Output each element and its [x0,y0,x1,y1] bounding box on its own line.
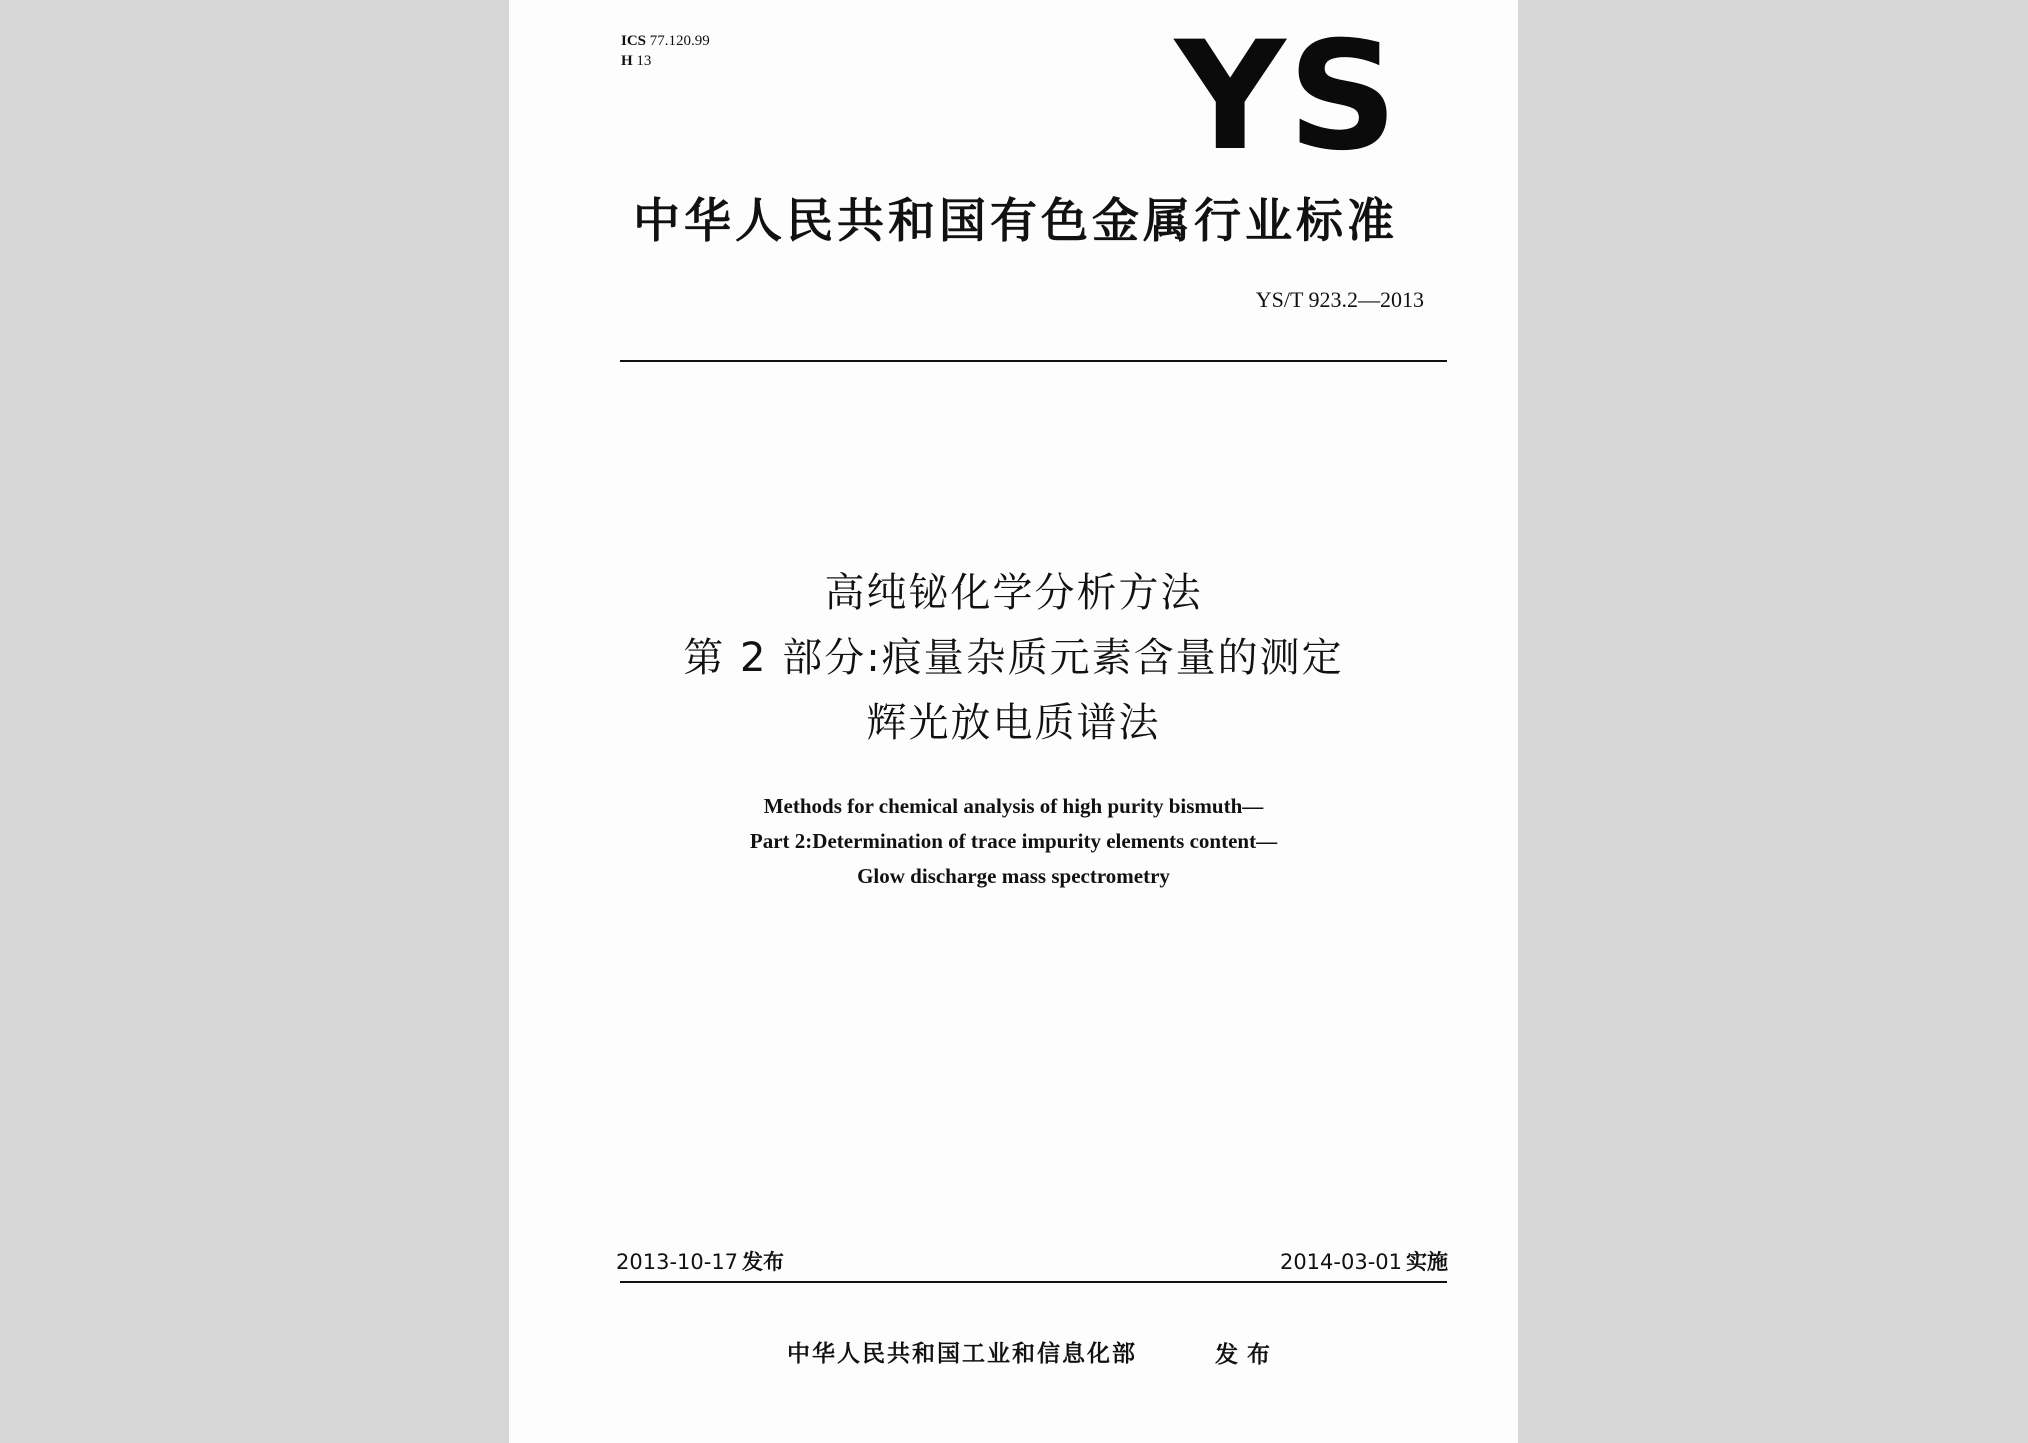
implement-date: 2014-03-01 [1279,1250,1402,1274]
chinese-title-line-2: 第 2 部分:痕量杂质元素含量的测定 [683,635,1344,681]
chinese-title-line-1: 高纯铋化学分析方法 [824,570,1203,616]
publish-date-block [616,1246,784,1276]
chinese-title [509,561,1518,756]
english-title-line-1: Methods for chemical analysis of high purity bismuth— [763,794,1264,818]
ccs-code: 13 [636,53,652,69]
ccs-label: H [621,53,633,69]
publish-label: 发布 [742,1250,785,1274]
english-title [509,789,1518,894]
top-divider [620,360,1447,362]
english-title-line-2: Part 2:Determination of trace impurity elements content— [749,829,1278,853]
english-title-line-3: Glow discharge mass spectrometry [857,864,1170,888]
implement-label: 实施 [1406,1250,1448,1274]
ics-label: ICS [621,33,647,49]
ys-logo: YS [1175,10,1401,184]
document-page [509,0,1518,1443]
standard-category-title: 中华人民共和国有色金属行业标准 [633,194,1398,249]
ics-code: 77.120.99 [649,33,710,49]
implement-date-block [1280,1246,1448,1276]
issue-label: 发布 [1215,1342,1279,1368]
issuing-authority: 中华人民共和国工业和信息化部 [787,1341,1137,1367]
publish-date: 2013-10-17 [616,1250,739,1274]
classification-codes [621,31,710,71]
bottom-divider [620,1281,1447,1283]
standard-code: YS/T 923.2—2013 [1255,287,1424,312]
chinese-title-line-3: 辉光放电质谱法 [866,700,1161,746]
